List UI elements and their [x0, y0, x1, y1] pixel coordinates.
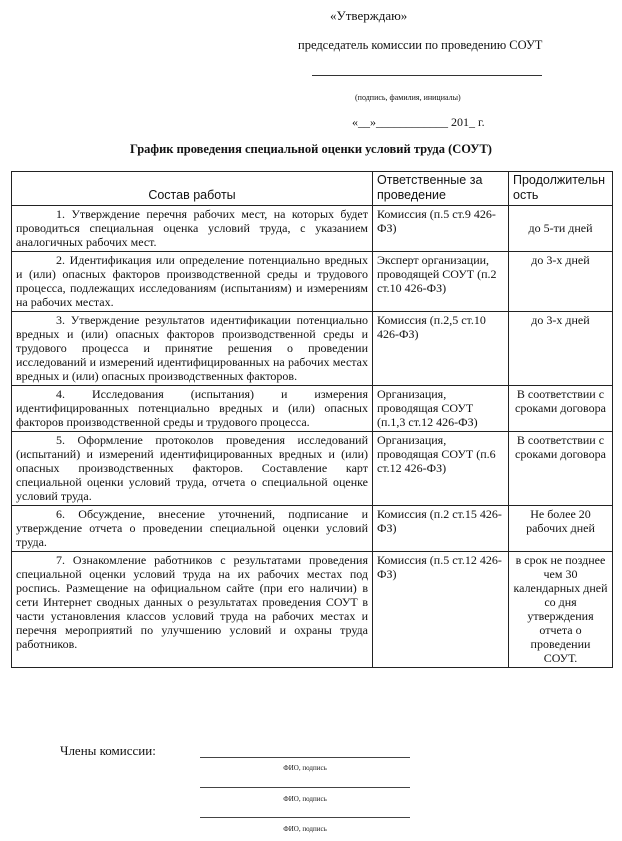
table-header-row [12, 172, 613, 206]
member-signature-hint: ФИО, подпись [283, 795, 327, 803]
responsible-cell: Комиссия (п.2 ст.15 426-ФЗ) [373, 506, 509, 552]
work-cell: 3. Утверждение результатов идентификации потенциально вредных и (или) опасных факторов производственной среды и трудового процесса и принятие решения о проведении исследований и измерений идентифицированных на рабочих местах вредных и (или) опасных производственных факторов. [12, 312, 373, 386]
work-cell: 5. Оформление протоколов проведения исследований (испытаний) и измерений идентифицированных вредных и (или) опасных производственных факторов. Составление карт специальной оценки условий труда, отчета о специальной оценке условий труда. [12, 432, 373, 506]
responsible-cell: Организация, проводящая СОУТ (п.1,3 ст.12 426-ФЗ) [373, 386, 509, 432]
member-signature-hint: ФИО, подпись [283, 764, 327, 772]
responsible-cell: Комиссия (п.2,5 ст.10 426-ФЗ) [373, 312, 509, 386]
approval-signature-hint: (подпись, фамилия, инициалы) [355, 93, 461, 102]
header-duration: Продолжительность [509, 172, 613, 206]
member-signature-line [200, 817, 410, 818]
member-signature-line [200, 787, 410, 788]
table-row [12, 206, 613, 252]
work-cell: 4. Исследования (испытания) и измерения идентифицированных потенциально вредных и (или) опасных факторов производственной среды и трудового процесса. [12, 386, 373, 432]
responsible-cell: Эксперт организации, проводящей СОУТ (п.2 ст.10 426-ФЗ) [373, 252, 509, 312]
work-cell: 2. Идентификация или определение потенциально вредных и (или) опасных факторов производственной среды и трудового процесса, подлежащих исследованиям (испытаниям) и измерениям на рабочих местах. [12, 252, 373, 312]
header-responsible: Ответственные за проведение [373, 172, 509, 206]
responsible-cell: Комиссия (п.5 ст.12 426-ФЗ) [373, 552, 509, 668]
header-work: Состав работы [12, 172, 373, 206]
duration-cell: до 3-х дней [509, 252, 613, 312]
schedule-table [11, 171, 613, 668]
duration-cell: до 3-х дней [509, 312, 613, 386]
work-cell: 7. Ознакомление работников с результатами проведения специальной оценки условий труда на их рабочих местах под роспись. Размещение на официальном сайте (при его наличии) в сети Интернет сводных данных о результатах проведения СОУТ в части установления классов условий труда на рабочих местах и перечня мероприятий по улучшению условий и охраны труда работников. [12, 552, 373, 668]
document-title: График проведения специальной оценки условий труда (СОУТ) [130, 142, 492, 156]
duration-cell: В соответствии с сроками договора [509, 386, 613, 432]
work-cell: 1. Утверждение перечня рабочих мест, на которых будет проводиться специальная оценка условий труда, с указанием аналогичных рабочих мест. [12, 206, 373, 252]
duration-cell: В соответствии с сроками договора [509, 432, 613, 506]
table-row [12, 506, 613, 552]
table-row [12, 252, 613, 312]
table-row [12, 312, 613, 386]
work-cell: 6. Обсуждение, внесение уточнений, подписание и утверждение отчета о проведении специальной оценки условий труда. [12, 506, 373, 552]
duration-cell: в срок не позднее чем 30 календарных дней со дня утверждения отчета о проведении СОУТ. [509, 552, 613, 668]
approval-date: «__»____________ 201_ г. [352, 115, 485, 129]
approval-heading: «Утверждаю» [330, 8, 408, 23]
duration-cell: до 5-ти дней [509, 206, 613, 252]
table-row [12, 432, 613, 506]
commission-members-label: Члены комиссии: [60, 743, 156, 758]
responsible-cell: Организация, проводящая СОУТ (п.6 ст.12 426-ФЗ) [373, 432, 509, 506]
table-row [12, 552, 613, 668]
duration-cell: Не более 20 рабочих дней [509, 506, 613, 552]
table-row [12, 386, 613, 432]
member-signature-line [200, 757, 410, 758]
responsible-cell: Комиссия (п.5 ст.9 426-ФЗ) [373, 206, 509, 252]
approval-position: председатель комиссии по проведению СОУТ [298, 38, 543, 52]
member-signature-hint: ФИО, подпись [283, 825, 327, 833]
approval-signature-line [312, 75, 542, 76]
